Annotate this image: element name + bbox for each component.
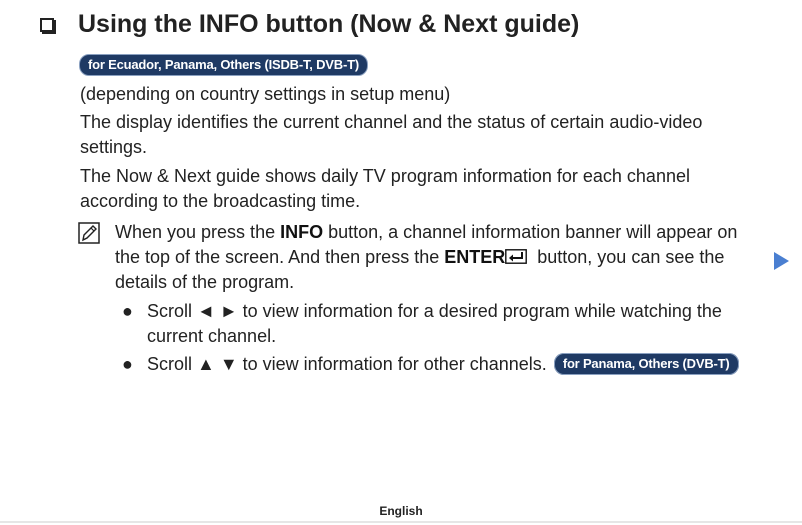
enter-icon [505,249,527,264]
display-description-text: The display identifies the current channel and the status of certain audio-video settings. [80,112,703,157]
note-text-after: button, you can see the details of the program. [115,247,725,292]
info-button-label: INFO [280,222,324,242]
note-text [115,220,765,295]
bullet-scroll-channels-text: Scroll ▲ ▼ to view information for other channels. [147,354,547,374]
footer-divider [0,521,802,523]
section-heading [40,10,579,39]
bullet-icon: ● [122,354,133,374]
bullet-scroll-channels [147,352,767,378]
region-badge: for Ecuador, Panama, Others (ISDB-T, DVB-T) [79,54,368,76]
guide-description-text: The Now & Next guide shows daily TV program information for each channel according to the broadcasting time. [80,166,690,211]
region-badge: for Panama, Others (DVB-T) [554,353,739,375]
bullet-scroll-program: Scroll ◄ ► to view information for a desired program while watching the current channel. [147,301,722,346]
checkbox-icon [40,18,54,32]
page-footer-language: English [379,504,423,518]
note-text-middle: button, a channel information banner will appear on the top of the screen. And then press the [115,222,738,267]
next-page-arrow-icon[interactable] [774,252,789,270]
enter-button-label: ENTER [444,247,506,267]
note-text-before: When you press the [115,222,281,242]
bullet-icon: ● [122,301,133,321]
note-icon [78,222,100,244]
country-settings-text: (depending on country settings in setup menu) [80,84,451,104]
page-title: Using the INFO button (Now & Next guide) [78,10,580,38]
